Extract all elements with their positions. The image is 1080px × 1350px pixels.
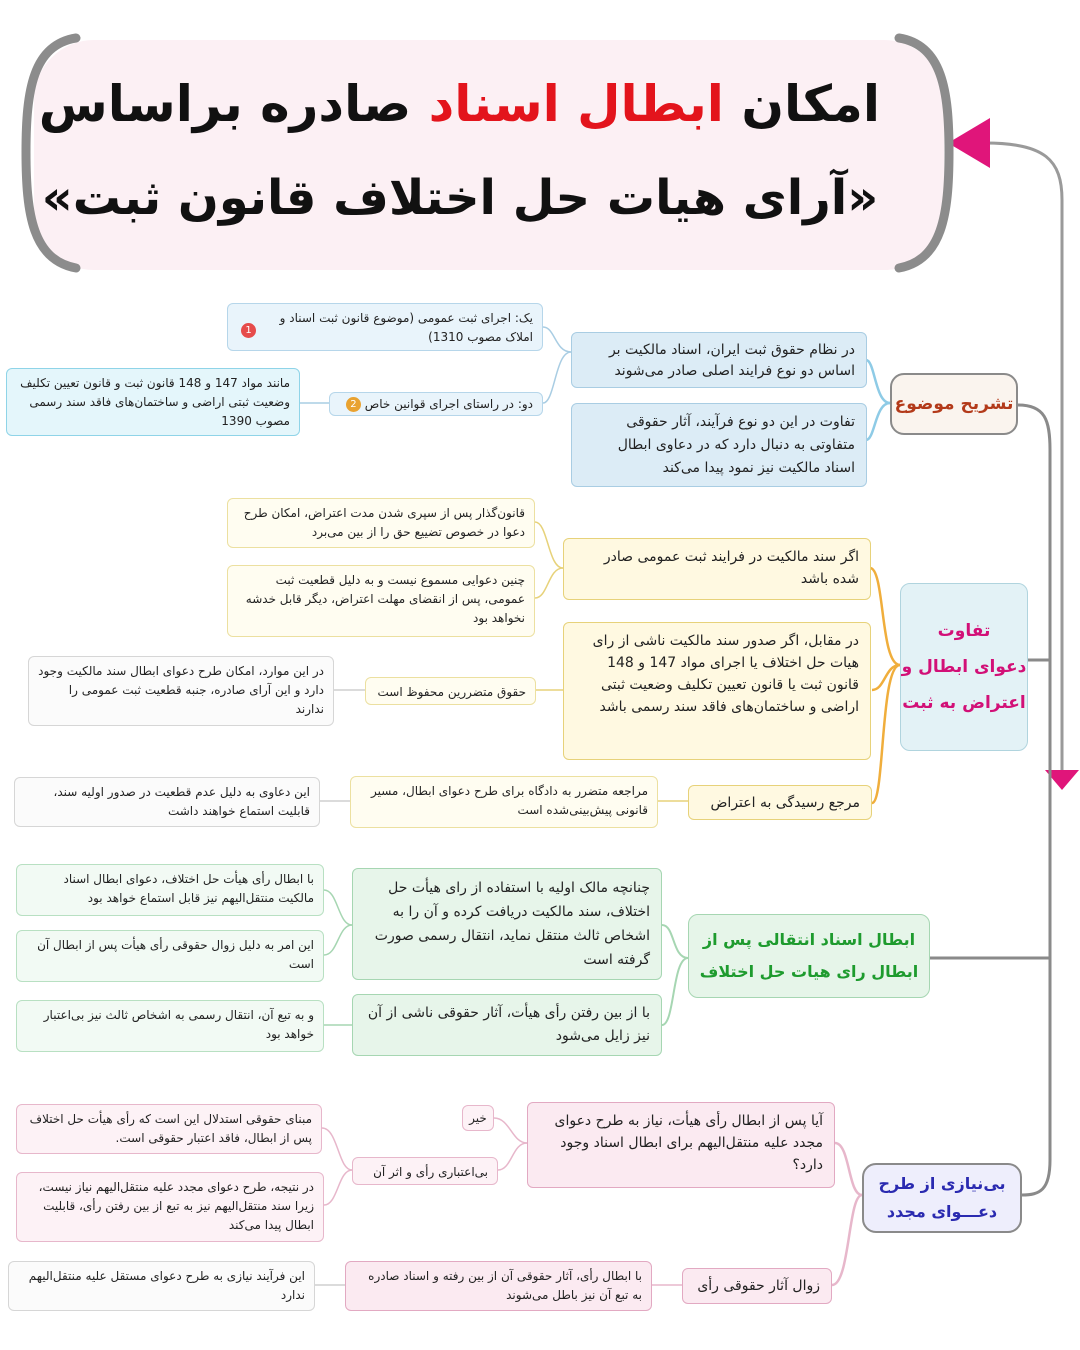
section2-main-line2: دعوای ابطال و	[901, 657, 1027, 677]
section4-reason-detail-2: در نتیجه، طرح دعوای مجدد علیه منتقل‌الیهم نیاز نیست، زیرا سند منتقل‌الیهم نیز به تبع از بین رفتن رأی، قابلیت ابطال پیدا می‌کند	[16, 1172, 324, 1242]
section2-node-a-detail-2: چنین دعوایی مسموع نیست و به دلیل قطعیت ثبت عمومی، پس از انقضای مهلت اعتراض، دیگر قابل خدشه نخواهد بود	[227, 565, 535, 637]
section2-main-topic[interactable]	[900, 583, 1028, 751]
section3-main-topic[interactable]	[688, 914, 930, 998]
title-line-1	[40, 64, 880, 144]
section2-node-b: در مقابل، اگر صدور سند مالکیت ناشی از رای هیات حل اختلاف یا اجرای مواد 147 و 148 قانون ثبت یا قانون تعیین تکلیف وضعیت ثبتی اراضی و ساختمان‌های فاقد سند رسمی باشد	[563, 622, 871, 760]
section4-question: آیا پس از ابطال رأی هیأت، نیاز به طرح دعوای مجدد علیه منتقل‌الیهم برای ابطال اسناد وجود دارد؟	[527, 1102, 835, 1188]
title-part1: امکان	[741, 75, 880, 133]
section1-node-b: تفاوت در این دو نوع فرآیند، آثار حقوقی متفاوتی به دنبال دارد که در دعاوی ابطال اسناد مالکیت نیز نمود پیدا می‌کند	[571, 403, 867, 487]
section2-main-line3: اعتراض به ثبت	[902, 693, 1026, 713]
section3-node-a: چنانچه مالک اولیه با استفاده از رای هیأت حل اختلاف، سند مالکیت دریافت کرده و آن را به اشخاص ثالث منتقل نماید، انتقال رسمی صورت گرفته است	[352, 868, 662, 980]
section4-answer: خیر	[462, 1105, 494, 1131]
section1-item2	[329, 392, 543, 416]
section1-item1-label: یک: اجرای ثبت عمومی (موضوع قانون ثبت اسناد و املاک مصوب 1310)	[279, 311, 533, 344]
section1-main-topic[interactable]	[890, 373, 1018, 435]
section1-item2-detail: مانند مواد 147 و 148 قانون ثبت و قانون تعیین تکلیف وضعیت ثبتی اراضی و ساختمان‌های فاقد سند رسمی مصوب 1390	[6, 368, 300, 436]
section2-node-c: مرجع رسیدگی به اعتراض	[688, 785, 872, 820]
section4-node-b-detail: این فرآیند نیازی به طرح دعوای مستقل علیه منتقل‌الیهم ندارد	[8, 1261, 315, 1311]
section2-node-a-detail-1: قانون‌گذار پس از سپری شدن مدت اعتراض، امکان طرح دعوا در خصوص تضییع حق را از بین می‌برد	[227, 498, 535, 548]
section2-node-a: اگر سند مالکیت در فرایند ثبت عمومی صادر شده باشد	[563, 538, 871, 600]
section4-main-line1: بی‌نیازی از طرح	[878, 1174, 1006, 1193]
section4-main-topic[interactable]	[862, 1163, 1022, 1233]
section3-main-line2: ابطال رای هیات حل اختلاف	[699, 962, 919, 981]
section2-node-b-child: حقوق متضررین محفوظ است	[365, 677, 536, 705]
section3-node-b-detail: و به تبع آن، انتقال رسمی به اشخاص ثالث نیز بی‌اعتبار خواهد بود	[16, 1000, 324, 1052]
section4-node-b-child: با ابطال رأی، آثار حقوقی آن از بین رفته و اسناد صادره به تبع آن نیز باطل می‌شوند	[345, 1261, 652, 1311]
section3-node-a-detail-1: با ابطال رأی هیأت حل اختلاف، دعوای ابطال اسناد مالکیت منتقل‌الیهم نیز قابل استماع خواهد بود	[16, 864, 324, 916]
section4-main-line2: دعـــوای مجدد	[886, 1202, 998, 1221]
section4-node-b: زوال آثار حقوقی رأی	[682, 1268, 832, 1304]
right-bracket-decoration	[893, 30, 957, 275]
section4-reason: بی‌اعتباری رأی و اثر آن	[352, 1157, 498, 1185]
section3-node-b: با از بین رفتن رأی هیأت، آثار حقوقی ناشی از آن نیز زایل می‌شود	[352, 994, 662, 1056]
section3-node-a-detail-2: این امر به دلیل زوال حقوقی رأی هیأت پس از ابطال آن است	[16, 930, 324, 982]
section2-node-c-detail: این دعاوی به دلیل عدم قطعیت در صدور اولیه سند، قابلیت استماع خواهند داشت	[14, 777, 320, 827]
section3-main-line1: ابطال اسناد انتقالی پس از	[702, 930, 916, 949]
section2-main-line1: تفاوت	[937, 621, 991, 641]
section1-node-a: در نظام حقوق ثبت ایران، اسناد مالکیت بر اساس دو نوع فرایند اصلی صادر می‌شوند	[571, 332, 867, 388]
title-part2: صادره براساس	[38, 75, 412, 133]
badge-1-icon: 1	[241, 323, 256, 338]
title-highlight: ابطال اسناد	[428, 75, 724, 133]
section4-reason-detail-1: مبنای حقوقی استدلال این است که رأی هیأت حل اختلاف پس از ابطال، فاقد اعتبار حقوقی است.	[16, 1104, 322, 1154]
title-line-2: «آرای هیات حل اختلاف قانون ثبت»	[41, 170, 879, 226]
badge-2-icon: 2	[346, 397, 361, 412]
section2-node-c-child: مراجعه متضرر به دادگاه برای طرح دعوای ابطال، مسیر قانونی پیش‌بینی‌شده است	[350, 776, 658, 828]
section1-item1	[227, 303, 543, 351]
section1-main-label: تشریح موضوع	[894, 394, 1014, 414]
section1-item2-label: دو: در راستای اجرای قوانین خاص	[364, 397, 533, 411]
section2-node-b-detail: در این موارد، امکان طرح دعوای ابطال سند مالکیت وجود دارد و این آرای صادره، جنبه قطعیت ثبت عمومی را ندارند	[28, 656, 334, 726]
